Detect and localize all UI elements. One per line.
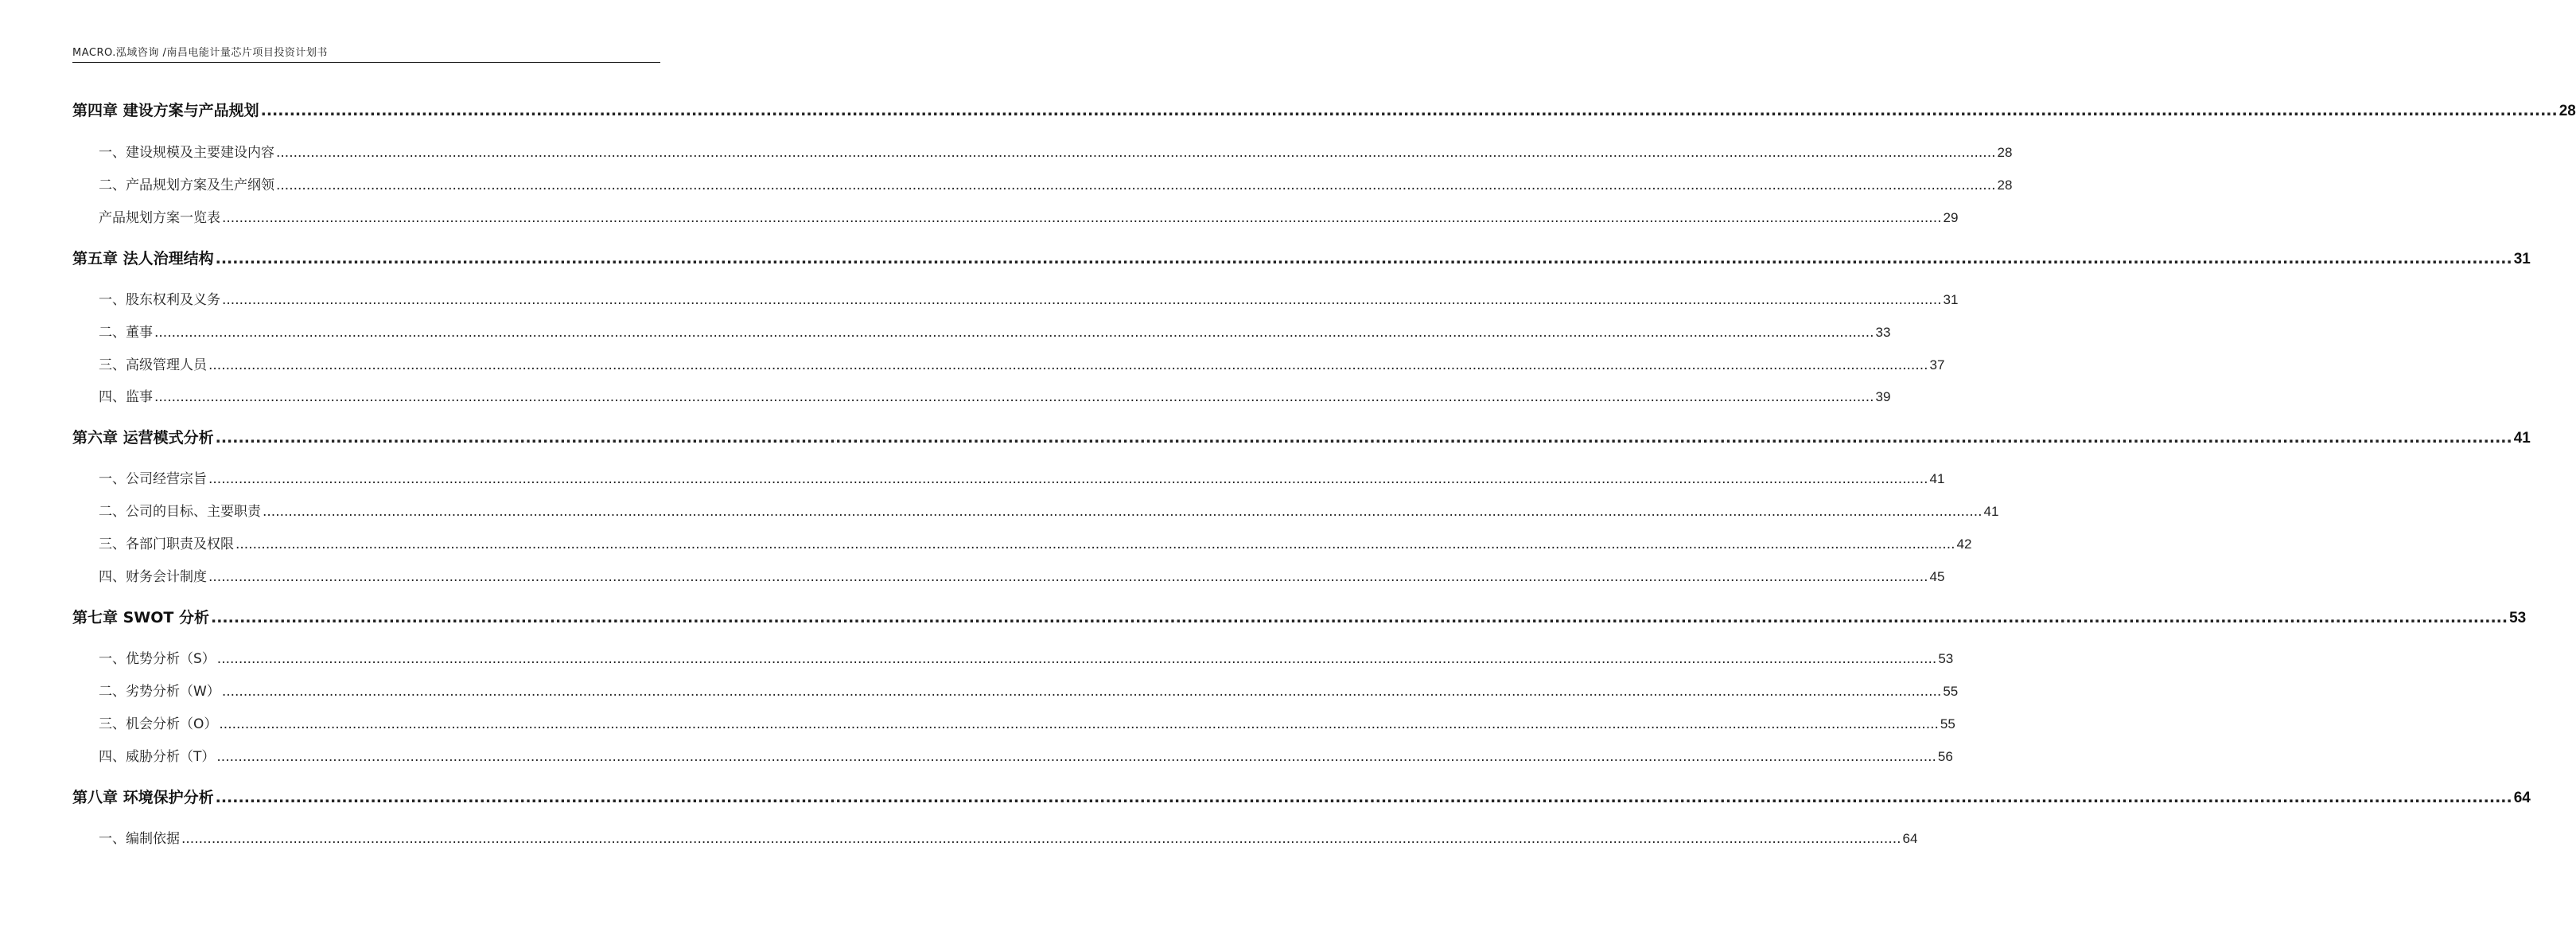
toc-entry-title: 第七章 SWOT 分析 — [72, 609, 209, 626]
toc-section-entry[interactable] — [99, 712, 1955, 732]
toc-section-entry[interactable] — [99, 385, 1891, 405]
toc-entry-number: 一、 — [99, 145, 126, 161]
toc-page-number: 31 — [1943, 292, 1959, 307]
toc-entry-title: 威胁分析（T） — [126, 749, 216, 765]
toc-dot-leader: ................................................................................................................................................................................................................................................................................................................................................................................................................ — [276, 178, 1996, 193]
toc-entry-title: 产品规划方案一览表 — [99, 210, 220, 226]
toc-chapter-entry[interactable] — [72, 247, 2531, 268]
toc-dot-leader: ................................................................................................................................................................................................................................................................................................................................................................................................................ — [181, 831, 1901, 847]
toc-section-entry[interactable] — [99, 647, 1954, 667]
toc-dot-leader: ................................................................................................................................................................................................................................................................................................................................................................................................................ — [210, 609, 2508, 626]
toc-entry-number: 一、 — [99, 471, 126, 487]
toc-dot-leader: ................................................................................................................................................................................................................................................................................................................................................................................................................ — [235, 536, 1955, 552]
toc-entry-title: 第四章 建设方案与产品规划 — [72, 102, 259, 119]
toc-entry-number: 二、 — [99, 504, 126, 520]
toc-entry-number: 一、 — [99, 831, 126, 847]
toc-page-number: 37 — [1929, 357, 1945, 373]
toc-dot-leader: ................................................................................................................................................................................................................................................................................................................................................................................................................ — [222, 210, 1942, 226]
toc-entry-number: 三、 — [99, 716, 126, 732]
toc-section-entry[interactable] — [99, 174, 2013, 193]
toc-section-entry[interactable] — [99, 680, 1959, 700]
toc-dot-leader: ................................................................................................................................................................................................................................................................................................................................................................................................................ — [276, 145, 1996, 161]
toc-page-number: 53 — [1938, 651, 1954, 666]
toc-entry-title: 第八章 环境保护分析 — [72, 789, 214, 806]
toc-dot-leader: ................................................................................................................................................................................................................................................................................................................................................................................................................ — [222, 292, 1942, 308]
toc-section-entry[interactable] — [99, 500, 1999, 520]
toc-page-number: 42 — [1956, 536, 1972, 552]
toc-entry-number: 四、 — [99, 389, 126, 405]
toc-entry-title: 董事 — [126, 325, 153, 341]
header-divider — [72, 62, 660, 63]
toc-section-entry[interactable] — [99, 288, 1959, 308]
toc-entry-title: 建设规模及主要建设内容 — [126, 145, 274, 161]
toc-page-number: 39 — [1875, 389, 1891, 404]
toc-entry-number: 二、 — [99, 684, 126, 700]
toc-page-number: 28 — [2558, 103, 2576, 119]
toc-dot-leader: ................................................................................................................................................................................................................................................................................................................................................................................................................ — [263, 504, 1983, 520]
toc-entry-number: 二、 — [99, 325, 126, 341]
toc-dot-leader: ................................................................................................................................................................................................................................................................................................................................................................................................................ — [260, 102, 2558, 119]
toc-entry-number: 一、 — [99, 292, 126, 308]
toc-section-entry[interactable] — [99, 565, 1945, 585]
toc-section-entry[interactable] — [99, 467, 1945, 487]
toc-page-number: 55 — [1943, 684, 1959, 699]
toc-entry-number: 三、 — [99, 357, 126, 373]
toc-page-number: 64 — [1902, 831, 1918, 846]
toc-dot-leader: ................................................................................................................................................................................................................................................................................................................................................................................................................ — [219, 716, 1939, 732]
toc-section-entry[interactable] — [99, 206, 1959, 226]
toc-page-number: 29 — [1943, 210, 1959, 225]
toc-page-number: 55 — [1940, 716, 1955, 731]
toc-chapter-entry[interactable] — [72, 99, 2576, 120]
toc-entry-title: 优势分析（S） — [126, 651, 216, 667]
toc-dot-leader: ................................................................................................................................................................................................................................................................................................................................................................................................................ — [216, 749, 1936, 765]
toc-dot-leader: ................................................................................................................................................................................................................................................................................................................................................................................................................ — [215, 250, 2512, 267]
toc-chapter-entry[interactable] — [72, 606, 2527, 627]
toc-entry-title: 公司经营宗旨 — [126, 471, 207, 487]
toc-page-number: 56 — [1937, 749, 1953, 764]
toc-entry-title: 公司的目标、主要职责 — [126, 504, 261, 520]
toc-section-entry[interactable] — [99, 321, 1891, 341]
toc-entry-title: 财务会计制度 — [126, 569, 207, 585]
toc-dot-leader: ................................................................................................................................................................................................................................................................................................................................................................................................................ — [215, 429, 2512, 447]
toc-section-entry[interactable] — [99, 533, 1972, 552]
toc-entry-number: 二、 — [99, 178, 126, 193]
toc-page-number: 41 — [1983, 504, 1999, 519]
toc-entry-title: 股东权利及义务 — [126, 292, 220, 308]
toc-entry-title: 编制依据 — [126, 831, 180, 847]
toc-page-number: 28 — [1997, 178, 2013, 193]
toc-section-entry[interactable] — [99, 745, 1953, 765]
toc-page-number: 41 — [2513, 430, 2531, 447]
toc-section-entry[interactable] — [99, 141, 2013, 161]
toc-entry-title: 机会分析（O） — [126, 716, 218, 732]
toc-section-entry[interactable] — [99, 827, 1918, 847]
toc-entry-title: 高级管理人员 — [126, 357, 207, 373]
toc-entry-number: 四、 — [99, 749, 126, 765]
toc-page-number: 28 — [1997, 145, 2013, 160]
page-header: MACRO.泓域咨询 /南昌电能计量芯片项目投资计划书 — [72, 47, 328, 59]
toc-entry-number: 一、 — [99, 651, 126, 667]
toc-entry-title: 第六章 运营模式分析 — [72, 429, 214, 447]
toc-entry-number: 四、 — [99, 569, 126, 585]
toc-dot-leader: ................................................................................................................................................................................................................................................................................................................................................................................................................ — [208, 471, 1928, 487]
toc-entry-number: 三、 — [99, 536, 126, 552]
toc-dot-leader: ................................................................................................................................................................................................................................................................................................................................................................................................................ — [154, 325, 1874, 341]
toc-entry-title: 劣势分析（W） — [126, 684, 220, 700]
toc-dot-leader: ................................................................................................................................................................................................................................................................................................................................................................................................................ — [215, 789, 2512, 806]
toc-entry-title: 监事 — [126, 389, 153, 405]
toc-section-entry[interactable] — [99, 353, 1945, 373]
toc-dot-leader: ................................................................................................................................................................................................................................................................................................................................................................................................................ — [216, 651, 1937, 667]
toc-entry-title: 第五章 法人治理结构 — [72, 250, 214, 267]
toc-page-number: 53 — [2509, 610, 2527, 626]
toc-dot-leader: ................................................................................................................................................................................................................................................................................................................................................................................................................ — [154, 389, 1874, 405]
toc-page-number: 41 — [1929, 471, 1945, 486]
toc-chapter-entry[interactable] — [72, 426, 2531, 447]
toc-page-number: 33 — [1875, 325, 1891, 340]
toc-dot-leader: ................................................................................................................................................................................................................................................................................................................................................................................................................ — [221, 684, 1942, 700]
toc-dot-leader: ................................................................................................................................................................................................................................................................................................................................................................................................................ — [208, 357, 1928, 373]
toc-chapter-entry[interactable] — [72, 786, 2531, 807]
toc-entry-title: 产品规划方案及生产纲领 — [126, 178, 274, 193]
toc-entry-title: 各部门职责及权限 — [126, 536, 234, 552]
toc-page-number: 45 — [1929, 569, 1945, 584]
toc-page-number: 64 — [2513, 790, 2531, 806]
toc-dot-leader: ................................................................................................................................................................................................................................................................................................................................................................................................................ — [208, 569, 1928, 585]
toc-page-number: 31 — [2513, 251, 2531, 267]
